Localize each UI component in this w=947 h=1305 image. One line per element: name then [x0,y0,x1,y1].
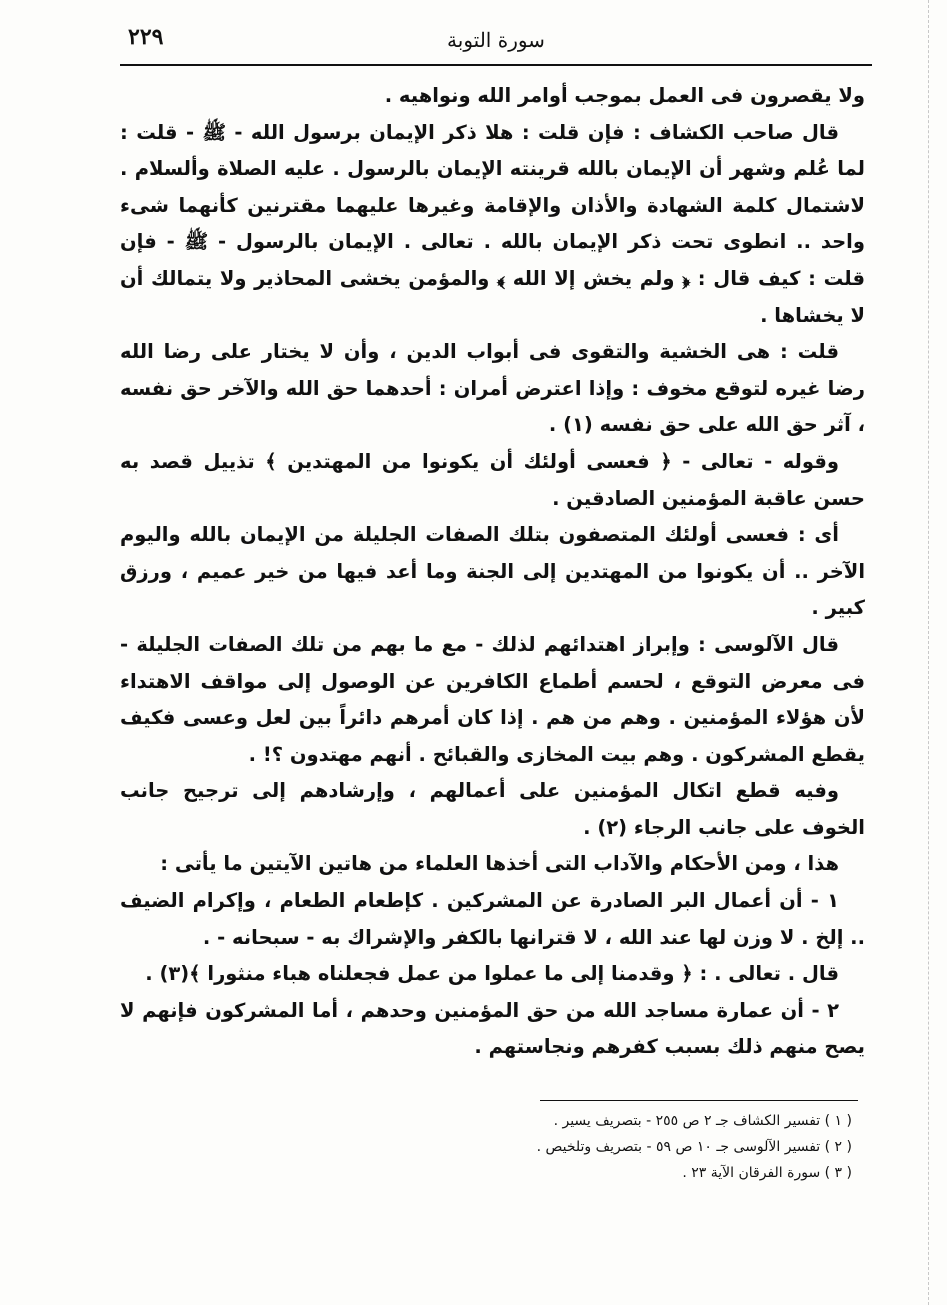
paragraph: ولا يقصرون فى العمل بموجب أوامر الله ونواهيه . [384,84,865,107]
footnote: ( ٣ ) سورة الفرقان الآية ٢٣ . [682,1165,852,1181]
paragraph: قال صاحب الكشاف : فإن قلت : هلا ذكر الإيمان برسول الله - ﷺ - قلت : لما عُلم وشهر أن الإيمان بالله قرينته الإيمان بالرسول . عليه الصلاة وألسلام . لاشتمال كلمة الشهادة والأذان والإقامة وغيرها عليهما مقترنين كأنهما شىء واحد .. انطوى تحت ذكر الإيمان بالله . تعالى . الإيمان بالرسول - ﷺ - فإن قلت : كيف قال : ﴿ ولم يخش إلا الله ﴾ والمؤمن يخشى المحاذير ولا يتمالك أن لا يخشاها . [120,120,865,327]
paragraph: قال . تعالى . : ﴿ وقدمنا إلى ما عملوا من عمل فجعلناه هباء منثورا ﴾(٣) . [145,962,839,986]
footnote-rule [540,1100,858,1101]
page-number: ٢٢٩ [128,24,164,50]
paragraph: وقوله - تعالى - ﴿ فعسى أولئك أن يكونوا من المهتدين ﴾ تذييل قصد به حسن عاقبة المؤمنين الصادقين . [120,449,865,510]
paragraph: ١ - أن أعمال البر الصادرة عن المشركين . كإطعام الطعام ، وإكرام الضيف .. إلخ . لا وزن لها عند الله ، لا قترانها بالكفر والإشراك به - سبحانه - . [120,889,865,949]
paragraph: قال الآلوسى : وإبراز اهتدائهم لذلك - مع ما بهم من تلك الصفات الجليلة - فى معرض التوقع ، لحسم أطماع الكافرين عن الوصول إلى مواقف الاهتداء لأن هؤلاء المؤمنين . وهم من هم . إذا كان أمرهم دائراً بين لعل وعسى فكيف يقطع المشركون . وهم بيت المخازى والقبائح . أنهم مهتدون ؟! . [120,632,865,766]
footnote: ( ١ ) تفسير الكشاف جـ ٢ ص ٢٥٥ - بتصريف يسير . [553,1113,852,1129]
footnotes [300,1108,852,1186]
paragraph: وفيه قطع اتكال المؤمنين على أعمالهم ، وإرشادهم إلى ترجيح جانب الخوف على جانب الرجاء (٢) . [120,779,865,839]
paragraph: هذا ، ومن الأحكام والآداب التى أخذها العلماء من هاتين الآيتين ما يأتى : [160,852,839,876]
paragraph: ٢ - أن عمارة مساجد الله من حق المؤمنين وحدهم ، أما المشركون فإنهم لا يصح منهم ذلك بسبب كفرهم ونجاستهم . [120,998,865,1059]
paragraph: قلت : هى الخشية والتقوى فى أبواب الدين ، وأن لا يختار على رضا الله رضا غيره لتوقع مخوف : وإذا اعترض أمران : أحدهما حق الله والآخر حق نفسه ، آثر حق الله على حق نفسه (١) . [120,340,865,437]
scan-edge-line [928,0,929,1305]
page-header [120,20,872,64]
header-rule [120,64,872,66]
footnote: ( ٢ ) تفسير الآلوسى جـ ١٠ ص ٥٩ - بتصريف وتلخيص . [536,1139,852,1155]
main-text [120,78,865,1066]
paragraph: أى : فعسى أولئك المتصفون بتلك الصفات الجليلة من الإيمان بالله واليوم الآخر .. أن يكونوا من المهتدين إلى الجنة وما أعد فيها من خير عميم ، ورزق كبير . [120,523,865,620]
running-title: سورة التوبة [447,28,545,52]
